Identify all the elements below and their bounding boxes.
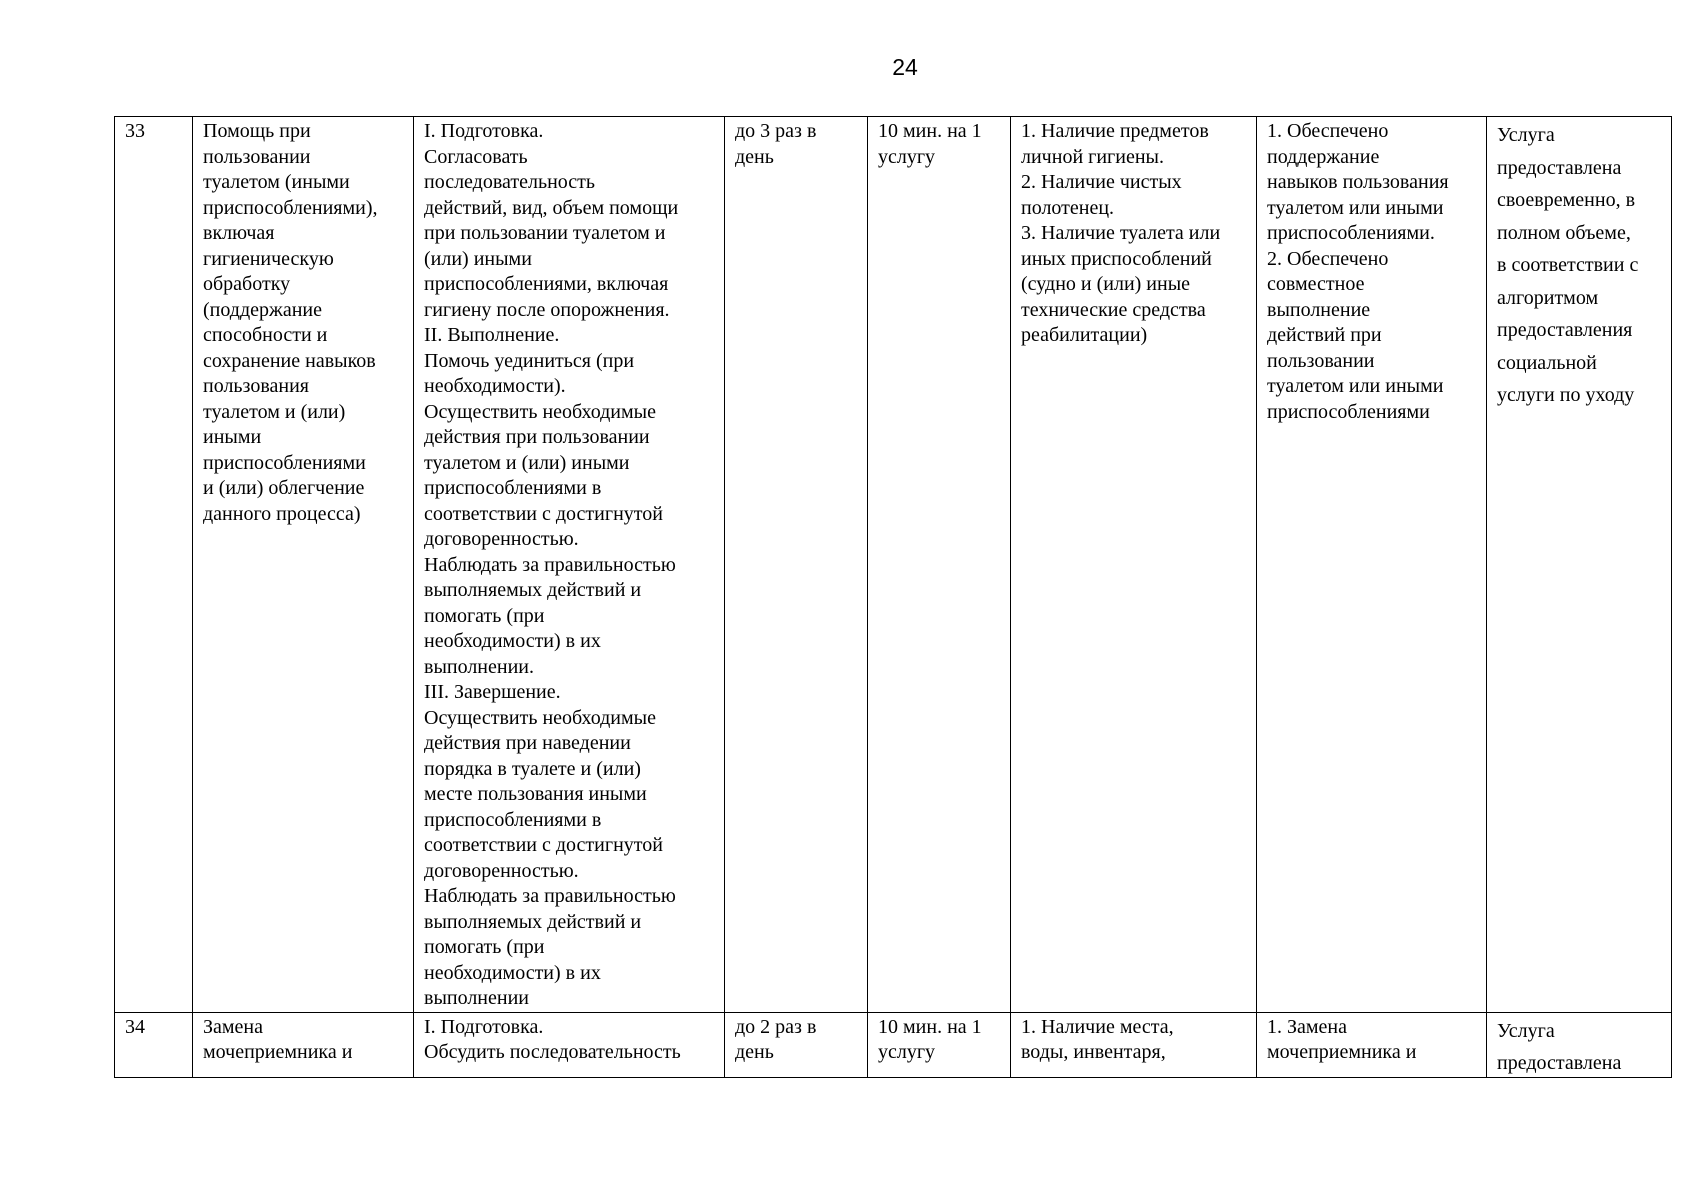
cell-text-line: пользовании xyxy=(203,145,311,168)
cell-text-line: воды, инвентаря, xyxy=(1021,1041,1166,1063)
cell-text-line: полотенец. xyxy=(1021,196,1115,219)
cell-text-line: реабилитации) xyxy=(1021,324,1148,346)
cell-text-line: выполнении xyxy=(424,987,529,1009)
cell-text-line: I. Подготовка. xyxy=(424,120,544,142)
cell-text-line: (судно и (или) иные xyxy=(1021,273,1191,295)
table-row xyxy=(115,117,1672,1013)
cell-text-line: 1. Наличие предметов xyxy=(1021,120,1209,142)
services-table xyxy=(114,116,1672,1078)
cell-text-line: туалетом (иными xyxy=(203,171,350,193)
cell-text-line: пользовании xyxy=(1267,349,1375,372)
cell-text-line: гигиену после опорожнения. xyxy=(424,298,670,321)
cell-text-line: последовательность xyxy=(424,171,596,193)
cell-text-line: месте пользования иными xyxy=(424,783,647,805)
cell-text-line: поддержание xyxy=(1267,145,1380,168)
cell-text-line: услуги по уходу xyxy=(1497,384,1635,406)
cell-text-line: предоставлена xyxy=(1497,1052,1622,1074)
cell-text-line: Услуга xyxy=(1497,1019,1555,1042)
cell-text-line: (поддержание xyxy=(203,298,322,321)
cell-text-line: (или) иными xyxy=(424,247,532,270)
cell-text-line: в соответствии с xyxy=(1497,254,1639,276)
cell-text-line: договоренностью. xyxy=(424,528,579,550)
cell-text-line: соответствии с достигнутой xyxy=(424,502,663,525)
cell-text-line: действия при наведении xyxy=(424,732,631,754)
cell-text-line: пользования xyxy=(203,375,309,397)
cell-text-line: выполняемых действий и xyxy=(424,579,642,601)
cell-text-line: гигиеническую xyxy=(203,247,334,270)
service-name-cell xyxy=(193,117,414,1013)
cell-text-line: данного процесса) xyxy=(203,502,361,525)
cell-text-line: 1. Замена xyxy=(1267,1015,1348,1038)
service-name-cell xyxy=(193,1012,414,1077)
cell-text-line: 3. Наличие туалета или xyxy=(1021,222,1221,244)
cell-text-line: необходимости). xyxy=(424,375,566,397)
cell-text-line: необходимости) в их xyxy=(424,630,601,652)
cell-text-line: туалетом и (или) иными xyxy=(424,451,630,474)
cell-text-line: II. Выполнение. xyxy=(424,324,560,346)
cell-text-line: предоставлена xyxy=(1497,156,1622,179)
cell-text-line: Помощь при xyxy=(203,120,311,142)
cell-text-line: до 3 раз в xyxy=(735,120,817,142)
cell-text-line: приспособлениями в xyxy=(424,808,602,831)
cell-text-line: действия при пользовании xyxy=(424,426,650,448)
cell-text-line: 34 xyxy=(125,1015,145,1038)
conditions-cell xyxy=(1011,1012,1257,1077)
cell-text-line: I. Подготовка. xyxy=(424,1015,544,1038)
cell-text-line: Помочь уединиться (при xyxy=(424,349,635,372)
cell-text-line: выполняемых действий и xyxy=(424,910,642,933)
cell-text-line: Осуществить необходимые xyxy=(424,400,656,423)
cell-text-line: социальной xyxy=(1497,351,1597,374)
frequency-cell xyxy=(725,117,868,1013)
cell-text-line: помогать (при xyxy=(424,604,545,627)
table-row xyxy=(115,1012,1672,1077)
results-cell xyxy=(1257,1012,1487,1077)
cell-text-line: обработку xyxy=(203,273,291,295)
status-cell xyxy=(1487,117,1672,1013)
cell-text-line: действий при xyxy=(1267,324,1382,346)
cell-text-line: мочеприемника и xyxy=(1267,1041,1417,1063)
cell-text-line: приспособлениями, включая xyxy=(424,273,669,295)
cell-text-line: 2. Обеспечено xyxy=(1267,247,1389,270)
cell-text-line: Наблюдать за правильностью xyxy=(424,885,676,907)
cell-text-line: при пользовании туалетом и xyxy=(424,222,666,244)
results-cell xyxy=(1257,117,1487,1013)
cell-text-line: иными xyxy=(203,426,262,448)
cell-text-line: день xyxy=(735,1041,774,1063)
cell-text-line: приспособлениями в xyxy=(424,477,602,499)
cell-text-line: 33 xyxy=(125,120,145,142)
cell-text-line: 1. Наличие места, xyxy=(1021,1015,1174,1038)
row-number-cell xyxy=(115,1012,193,1077)
cell-text-line: договоренностью. xyxy=(424,859,579,882)
cell-text-line: полном объеме, xyxy=(1497,221,1631,244)
cell-text-line: Замена xyxy=(203,1015,264,1038)
cell-text-line: услугу xyxy=(878,145,936,168)
cell-text-line: приспособлениями), xyxy=(203,196,378,219)
cell-text-line: туалетом или иными xyxy=(1267,196,1444,219)
cell-text-line: включая xyxy=(203,222,275,244)
cell-text-line: сохранение навыков xyxy=(203,349,376,372)
cell-text-line: мочеприемника и xyxy=(203,1041,353,1063)
page-number: 24 xyxy=(892,54,918,80)
cell-text-line: и (или) облегчение xyxy=(203,477,365,499)
table-body xyxy=(115,117,1672,1078)
cell-text-line: день xyxy=(735,145,774,168)
duration-cell xyxy=(868,1012,1011,1077)
cell-text-line: личной гигиены. xyxy=(1021,145,1164,168)
cell-text-line: туалетом и (или) xyxy=(203,400,346,423)
cell-text-line: иных приспособлений xyxy=(1021,247,1212,270)
cell-text-line: навыков пользования xyxy=(1267,171,1449,193)
cell-text-line: алгоритмом xyxy=(1497,286,1599,309)
cell-text-line: приспособлениями. xyxy=(1267,222,1435,244)
cell-text-line: порядка в туалете и (или) xyxy=(424,757,641,780)
cell-text-line: III. Завершение. xyxy=(424,681,561,703)
cell-text-line: услугу xyxy=(878,1041,936,1063)
cell-text-line: 1. Обеспечено xyxy=(1267,120,1389,142)
cell-text-line: Наблюдать за правильностью xyxy=(424,553,676,576)
cell-text-line: Обсудить последовательность xyxy=(424,1041,681,1063)
cell-text-line: выполнении. xyxy=(424,655,534,678)
cell-text-line: совместное xyxy=(1267,273,1365,295)
cell-text-line: до 2 раз в xyxy=(735,1015,817,1038)
cell-text-line: приспособлениями xyxy=(203,451,366,474)
cell-text-line: необходимости) в их xyxy=(424,961,601,984)
cell-text-line: Услуга xyxy=(1497,124,1555,146)
status-cell xyxy=(1487,1012,1672,1077)
conditions-cell xyxy=(1011,117,1257,1013)
row-number-cell xyxy=(115,117,193,1013)
cell-text-line: соответствии с достигнутой xyxy=(424,834,663,856)
cell-text-line: технические средства xyxy=(1021,298,1206,321)
cell-text-line: Согласовать xyxy=(424,145,528,168)
cell-text-line: Осуществить необходимые xyxy=(424,706,656,729)
cell-text-line: помогать (при xyxy=(424,936,545,958)
cell-text-line: приспособлениями xyxy=(1267,400,1430,423)
service-description-cell xyxy=(414,1012,725,1077)
cell-text-line: 2. Наличие чистых xyxy=(1021,171,1182,193)
cell-text-line: 10 мин. на 1 xyxy=(878,120,982,142)
cell-text-line: действий, вид, объем помощи xyxy=(424,196,679,219)
frequency-cell xyxy=(725,1012,868,1077)
cell-text-line: предоставления xyxy=(1497,319,1633,341)
duration-cell xyxy=(868,117,1011,1013)
cell-text-line: способности и xyxy=(203,324,328,346)
cell-text-line: туалетом или иными xyxy=(1267,375,1444,397)
cell-text-line: выполнение xyxy=(1267,298,1371,321)
service-description-cell xyxy=(414,117,725,1013)
cell-text-line: своевременно, в xyxy=(1497,189,1636,211)
cell-text-line: 10 мин. на 1 xyxy=(878,1015,982,1038)
